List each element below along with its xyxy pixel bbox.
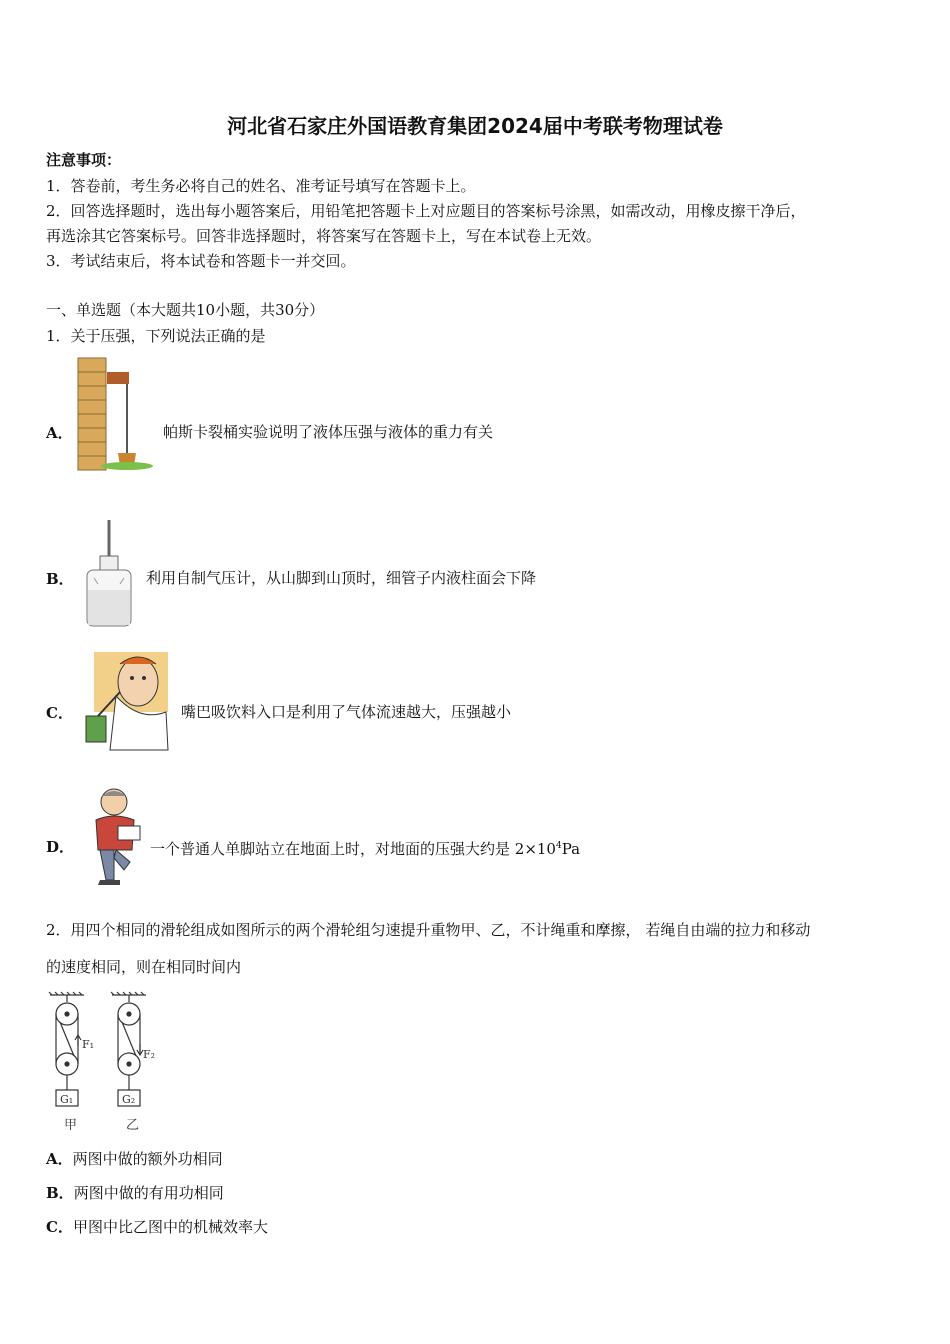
weight-right-label: G₂ [122, 1093, 136, 1106]
q2-option-c [46, 1217, 268, 1237]
q2-option-c-letter: C． [46, 1218, 73, 1236]
drinking-boy-illustration [80, 652, 172, 752]
q2-option-b-text: 两图中做的有用功相同 [73, 1184, 224, 1202]
q2-option-b [46, 1183, 224, 1203]
force-right-label: F₂ [143, 1048, 156, 1061]
q1-option-d-exponent: 4 [555, 841, 562, 851]
notice-item-3: 3．考试结束后，将本试卷和答题卡一并交回。 [46, 252, 356, 270]
label-left: 甲 [64, 1118, 78, 1133]
notice-heading: 注意事项： [46, 151, 122, 169]
force-left-label: F₁ [82, 1038, 95, 1051]
q2-option-b-letter: B． [46, 1184, 74, 1202]
q1-option-b-text: 利用自制气压计，从山脚到山顶时，细管子内液柱面会下降 [146, 569, 537, 587]
q2-option-a-letter: A． [46, 1150, 73, 1168]
q2-option-c-text: 甲图中比乙图中的机械效率大 [72, 1218, 268, 1236]
barometer-bottle-illustration [84, 518, 144, 630]
q2-option-a [46, 1149, 223, 1169]
pulley-systems-figure [46, 992, 166, 1137]
page-title: 河北省石家庄外国语教育集团2024届中考联考物理试卷 [227, 114, 723, 138]
q1-option-a-text: 帕斯卡裂桶实验说明了液体压强与液体的重力有关 [163, 423, 494, 441]
weight-left-label: G₁ [60, 1093, 74, 1106]
q2-option-a-text: 两图中做的额外功相同 [72, 1150, 223, 1168]
q1-option-d-main: 一个普通人单脚站立在地面上时，对地面的压强大约是 2×10 [150, 840, 556, 858]
pascal-barrel-illustration [78, 358, 158, 473]
q2-stem-line-2: 的速度相同，则在相同时间内 [46, 958, 242, 976]
notice-item-2-line-1: 2．回答选择题时，选出每小题答案后，用铅笔把答题卡上对应题目的答案标号涂黑，如需改动，用橡皮擦干净后， [46, 202, 806, 220]
pulley-system-right [111, 992, 146, 1106]
q1-option-d-unit: Pa [561, 840, 581, 858]
q1-option-d-letter: D． [46, 838, 75, 856]
q1-option-c-letter: C． [46, 704, 73, 722]
notice-item-1: 1．答卷前，考生务必将自己的姓名、准考证号填写在答题卡上。 [46, 177, 476, 195]
q2-stem-line-1: 2．用四个相同的滑轮组成如图所示的两个滑轮组匀速提升重物甲、乙，不计绳重和摩擦， 若绳自由端的拉力和移动 [46, 921, 811, 939]
label-right: 乙 [126, 1118, 140, 1133]
q1-stem: 1．关于压强，下列说法正确的是 [46, 327, 266, 345]
q1-option-a-letter: A． [46, 424, 73, 442]
q1-option-c-text: 嘴巴吸饮料入口是利用了气体流速越大，压强越小 [181, 703, 512, 721]
q1-option-b-letter: B． [46, 570, 74, 588]
q1-option-d-text [150, 836, 580, 859]
standing-man-illustration [80, 786, 142, 888]
section-heading: 一、单选题（本大题共10小题，共30分） [46, 301, 325, 319]
notice-item-2-line-2: 再选涂其它答案标号。回答非选择题时，将答案写在答题卡上，写在本试卷上无效。 [46, 227, 602, 245]
pulley-system-left [49, 992, 84, 1106]
